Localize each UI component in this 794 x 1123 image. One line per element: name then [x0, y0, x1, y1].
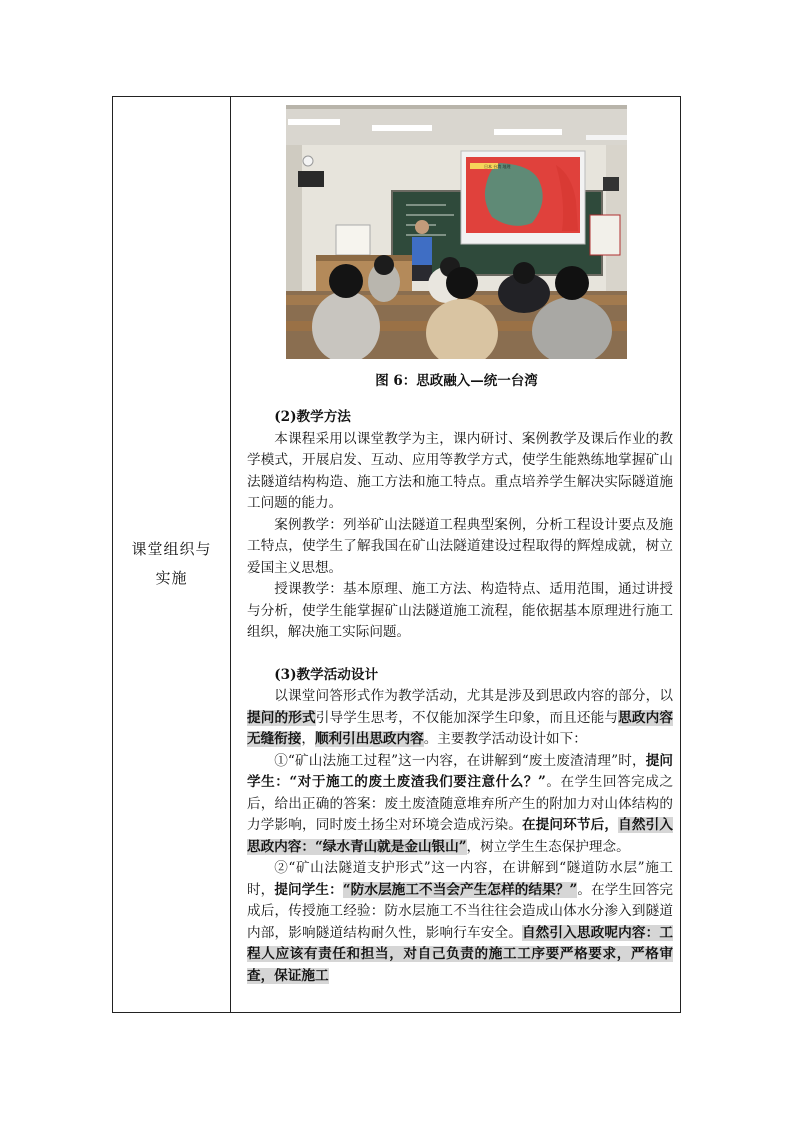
classroom-photo	[286, 105, 627, 359]
item1-question: 提问学生：“对于施工的废土废渣我们要注意什么？”	[247, 752, 674, 790]
activities-intro	[247, 686, 673, 751]
intro-highlight-3: 顺利引出思政内容	[314, 731, 424, 747]
content-table	[112, 96, 681, 1013]
intro-text-1: 以课堂问答形式作为教学活动，尤其是涉及到思政内容的部分，以	[274, 688, 673, 704]
methods-paragraph-3: 授课教学：基本原理、施工方法、构造特点、适用范围，通过讲授与分析，使学生能掌握矿山法隧道施工流程，能依据基本原理进行施工组织，解决施工实际问题。	[247, 581, 673, 640]
figure-caption: 图 6：思政融入—统一台湾	[375, 373, 538, 389]
item2-question-prefix: 提问学生：	[274, 881, 343, 898]
item2-highlight: 自然引入思政呢内容：工程人应该有责任和担当，对自己负责的施工工序要严格要求，严格审查，保证施工	[247, 924, 673, 984]
item1-bold-2: 在提问环节后，	[521, 817, 619, 833]
row-label-line1: 课堂组织与	[131, 540, 212, 558]
row-label	[113, 535, 230, 593]
item1-text-1: ①“矿山法施工过程”这一内容，在讲解到“废土废渣清理”时，	[274, 752, 646, 769]
intro-highlight-1: 提问的形式	[247, 709, 316, 726]
item1-highlight: 自然引入思政内容：“绿水青山就是金山银山”	[247, 817, 674, 855]
section-heading-activities: (3)教学活动设计	[274, 666, 379, 683]
intro-text-3: ，	[301, 731, 315, 747]
activity-item-2	[247, 858, 673, 987]
row-label-line2: 实施	[155, 569, 188, 587]
item2-text-1: ②“矿山法隧道支护形式”这一内容，在讲解到“隧道防水层”施工时，	[247, 860, 673, 898]
intro-highlight-2: 思政内容无缝衔接	[247, 709, 674, 747]
methods-paragraph-1: 本课程采用以课堂教学为主，课内研讨、案例教学及课后作业的教学模式，开展启发、互动、应用等教学方式，使学生能熟练地掌握矿山法隧道结构构造、施工方法和施工特点。重点培养学生解决实际隧道施工问题的能力。	[247, 430, 673, 511]
section-spacer	[247, 644, 673, 665]
body-text	[247, 407, 673, 987]
item1-text-2: 。在学生回答完成之后，给出正确的答案：废土废渣随意堆弃所产生的附加力对山体结构的力学影响，同时废土扬尘对环境会造成污染。	[247, 774, 673, 833]
intro-text-4: 。主要教学活动设计如下：	[423, 731, 587, 747]
item2-text-2: 。在学生回答完成后，传授施工经验：防水层施工不当往往会造成山体水分渗入到隧道内部，影响隧道结构耐久性，影响行车安全。	[247, 881, 674, 941]
screen-label: 日本 台湾 地理	[484, 164, 511, 169]
activity-item-1	[247, 751, 673, 859]
intro-text-2: 引导学生思考，不仅能加深学生印象，而且还能与	[315, 709, 619, 726]
section-heading-methods: (2)教学方法	[274, 409, 351, 425]
item2-question: “防水层施工不当会产生怎样的结果？”	[342, 881, 578, 898]
item1-text-3: ，树立学生生态保护理念。	[466, 838, 630, 855]
column-divider	[230, 97, 231, 1012]
content-cell	[233, 97, 680, 1012]
methods-paragraph-2: 案例教学：列举矿山法隧道工程典型案例，分析工程设计要点及施工特点，使学生了解我国在矿山法隧道建设过程取得的辉煌成就，树立爱国主义思想。	[247, 516, 673, 576]
